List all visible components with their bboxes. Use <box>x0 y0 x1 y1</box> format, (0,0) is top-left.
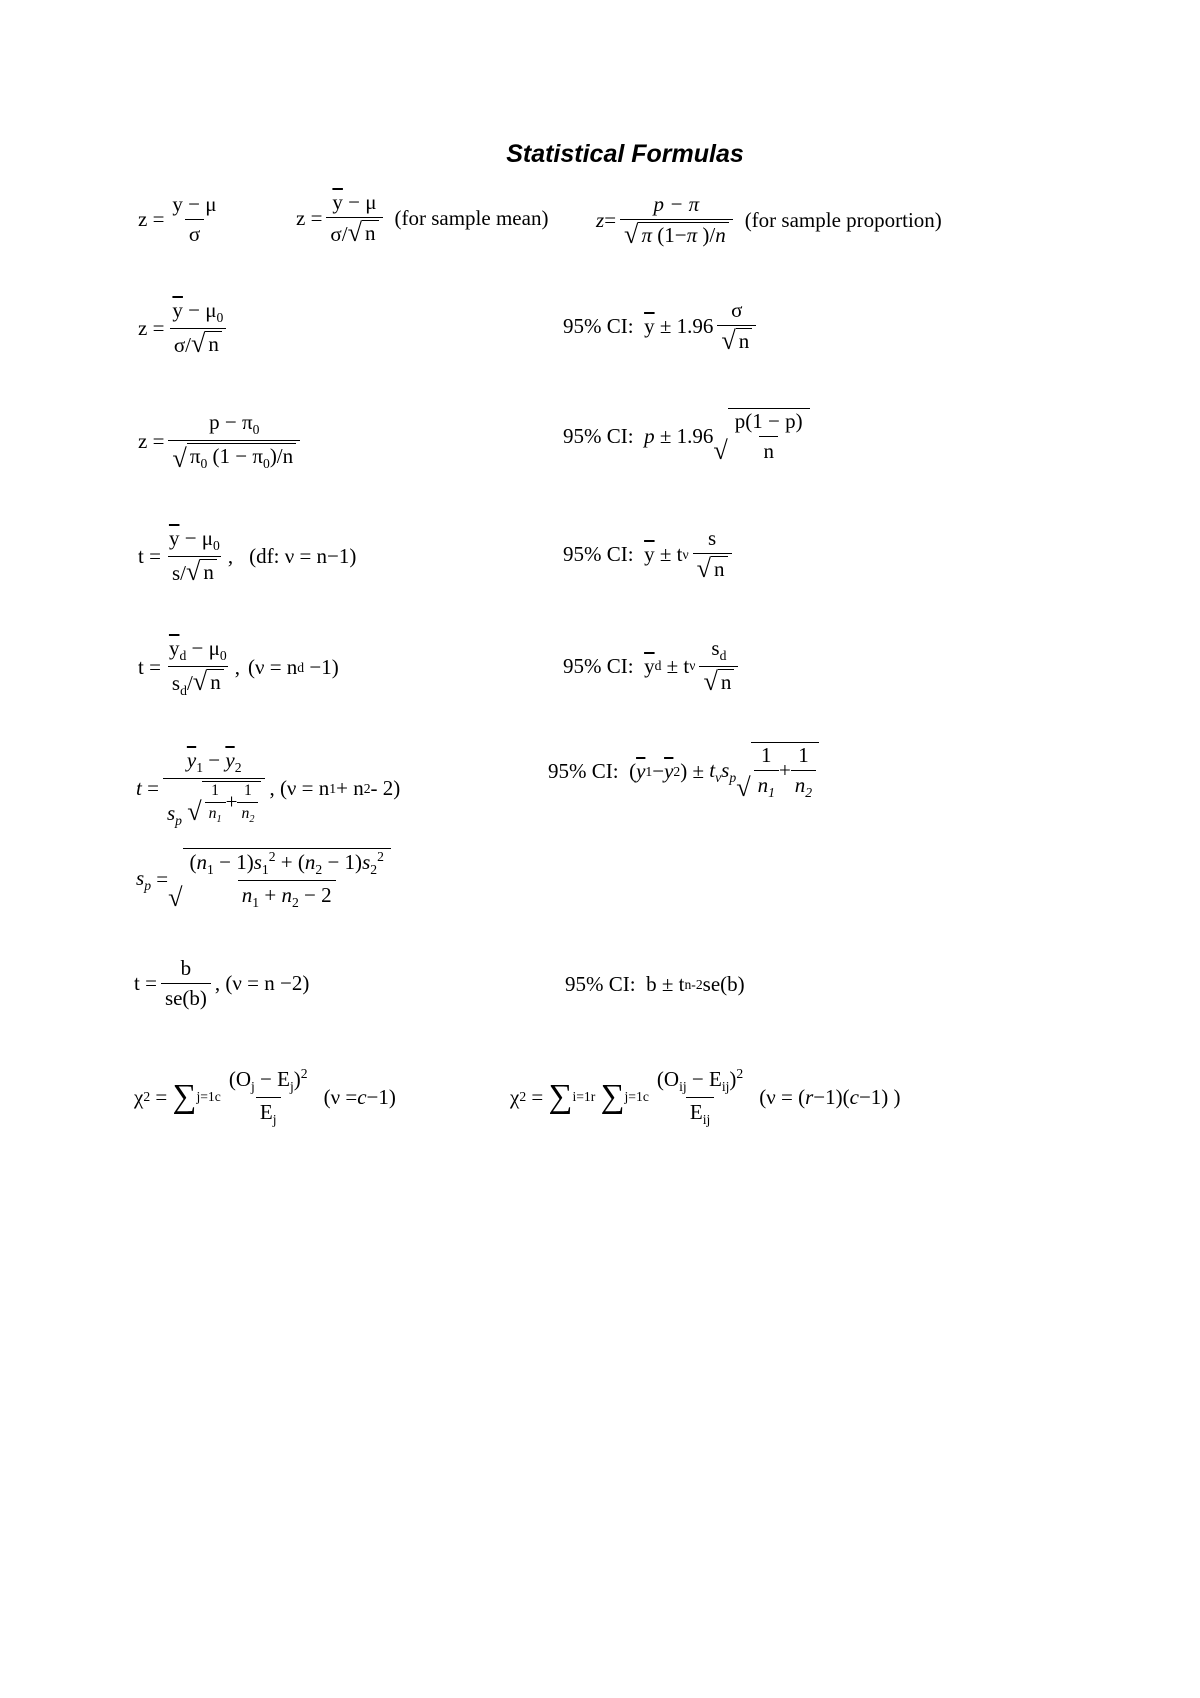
formula-t-one-sample: t = $\overline{y} - \mu_0$ s/ √ n , (df: ν = n−1) <box>138 526 357 587</box>
formula-t-regression: t = $\frac{b}{se(b)}$ , (ν = n −2) <box>134 956 310 1010</box>
formula-ci-paired: 95% CI: $\overline{y}$ d ± t ν $s_d$ √ n <box>563 636 742 696</box>
formula-z-test-mean: z = $\overline{y} - \mu_0$ σ/ √ n <box>138 298 231 358</box>
formula-t-two-sample: t = $\overline{y}_1 - \overline{y}_2$ $s_p$ √ $\frac{1}{n_1}$ + $\frac{1}{n_2}$ , (ν = n 1 + n 2 - 2) <box>136 748 401 829</box>
formula-ci-mean-z: 95% CI: $\overline{y}$ ± 1.96 σ √ n <box>563 298 760 355</box>
formula-ci-two-sample: 95% CI: ( $\overline{y}$ 1 − $\overline{y}$ 2 ) ± $t_\nu s_p$ √ $\frac{1}{n_1}$ + $\frac{1}{n_2}$ <box>548 742 819 801</box>
formula-t-paired: t = $\overline{y}_d - \mu_0$ $s_d/$ √ n , (ν = n d −1) <box>138 636 339 699</box>
formula-ci-t-mean: 95% CI: $\overline{y}$ ± t ν s √ n <box>563 526 736 583</box>
formula-ci-proportion: 95% CI: p ± 1.96 √ $\frac{p(1 - p)}{n}$ <box>563 408 810 464</box>
note-sample-proportion: (for sample proportion) <box>744 208 942 232</box>
formula-chi-square-goodness: χ 2 = ∑ j=1 c $\frac{(O_j - E_j)^2}{E_j}$ (ν = c −1) <box>134 1066 396 1128</box>
formula-pooled-sd: $s_p$ = √ $\frac{(n_1 - 1)s_1^2 + (n_2 - 1)s_2^2}{n_1 + n_2 - 2}$ <box>136 848 391 911</box>
formula-z-sample-mean: z = $\overline{y} - \mu$ σ/ √ n (for sample mean) <box>296 190 549 247</box>
formula-z-test-proportion: z = $p - \pi_0$ √ $\pi_0$ $(1 - \pi_0)/n$ <box>138 410 304 473</box>
formula-z-sample-proportion: z = p − π √ π (1−π )/n (for sample proportion) <box>596 192 942 249</box>
formula-chi-square-contingency: χ 2 = ∑ i=1 r ∑ j=1 c $\frac{(O_{ij} - E_{ij})^2}{E_{ij}}$ (ν = ( r −1)( c −1) ) <box>510 1066 901 1128</box>
formula-z-population: z = $\frac{y - \mu}{\sigma}$ <box>138 192 217 246</box>
page-title: Statistical Formulas <box>506 140 744 168</box>
note-sample-mean: (for sample mean) <box>394 206 549 230</box>
formula-ci-regression: 95% CI: b ± t n-2 se(b) <box>565 972 745 996</box>
